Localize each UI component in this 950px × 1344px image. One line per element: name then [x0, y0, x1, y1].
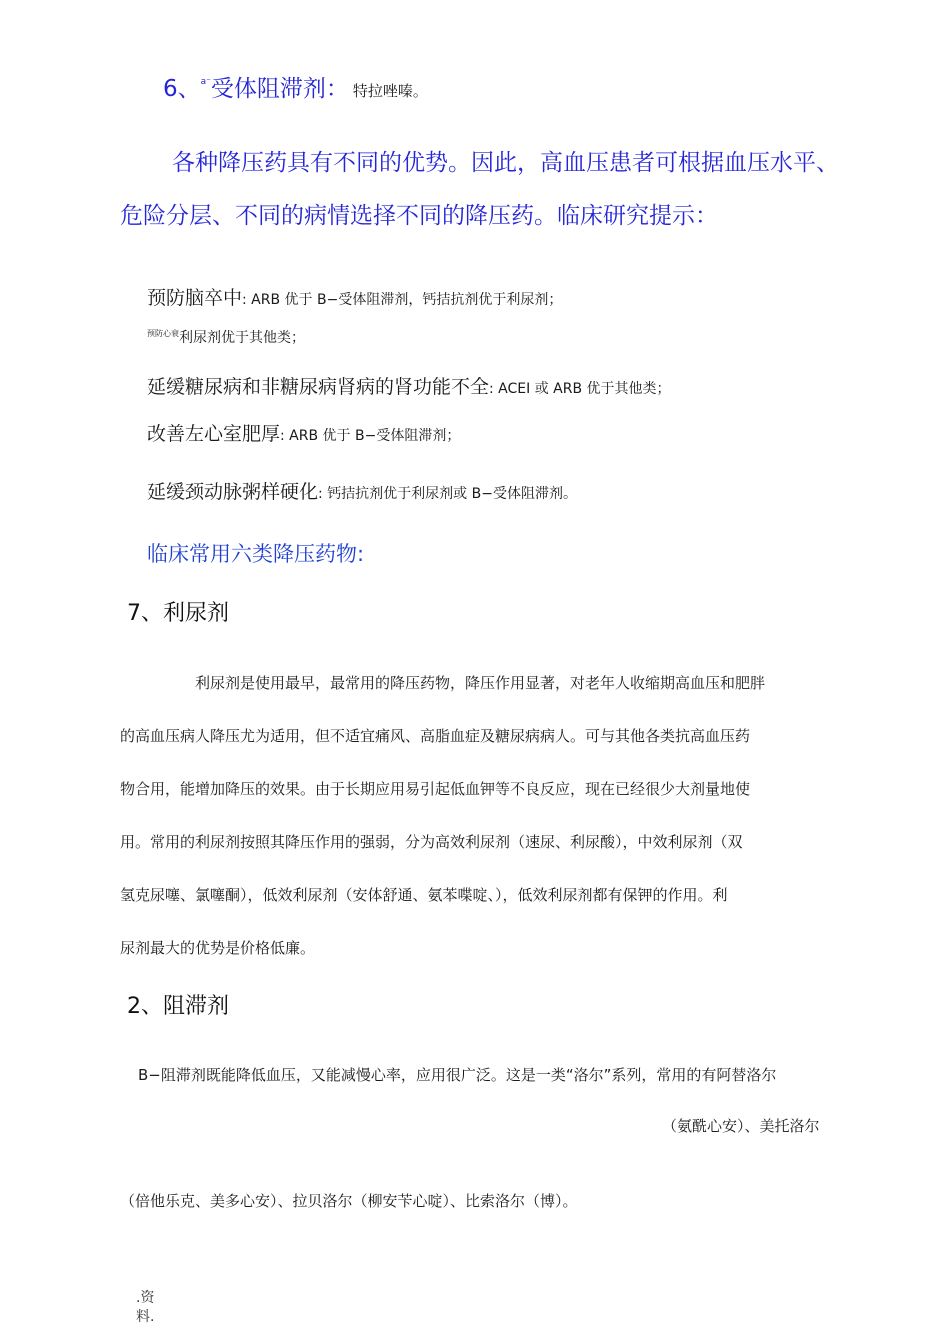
heading-title: 受体阻滞剂：: [210, 76, 349, 102]
paragraph-line: （氨酰心安）、美托洛尔: [662, 1117, 820, 1135]
recommendation-renal: [147, 372, 671, 399]
heading-alpha-blocker: [163, 70, 428, 103]
paragraph-line: B−阻滞剂既能降低血压，又能减慢心率，应用很广泛。这是一类“洛尔”系列，常用的有阿替洛尔: [138, 1066, 777, 1084]
recommendation-label: 延缓颈动脉粥样硬化: [147, 481, 319, 503]
section-title-blockers: 2、阻滞剂: [127, 994, 229, 1019]
recommendation-label: 改善左心室肥厚: [147, 423, 281, 445]
paragraph-line: 利尿剂是使用最早，最常用的降压药物，降压作用显著，对老年人收缩期高血压和肥胖: [195, 674, 766, 692]
paragraph-line: 物合用，能增加降压的效果。由于长期应用易引起低血钾等不良反应，现在已经很少大剂量地使: [120, 780, 751, 798]
heading-superscript: a⁻: [200, 77, 211, 87]
recommendation-heart-failure: [147, 325, 305, 347]
paragraph-line: 氢克尿噻、氯噻酮），低效利尿剂（安体舒通、氨苯喋啶、），低效利尿剂都有保钾的作用。利: [120, 886, 728, 904]
recommendation-value: 利尿剂优于其他类；: [179, 330, 305, 346]
recommendation-carotid: [147, 477, 577, 504]
intro-line-1: 各种降压药具有不同的优势。因此，高血压患者可根据血压水平、: [172, 150, 839, 176]
recommendation-value: : ARB 优于 B−受体阻滞剂；: [280, 428, 461, 444]
recommendation-label: 延缓糖尿病和非糖尿病肾病的肾功能不全: [147, 376, 490, 398]
paragraph-line: 的高血压病人降压尤为适用，但不适宜痛风、高脂血症及糖尿病病人。可与其他各类抗高血压药: [120, 727, 751, 745]
section-title-diuretics: 7、利尿剂: [127, 601, 229, 626]
recommendation-value: : 钙拮抗剂优于利尿剂或 B−受体阻滞剂。: [318, 486, 577, 502]
intro-line-2: 危险分层、不同的病情选择不同的降压药。临床研究提示：: [120, 203, 718, 229]
recommendation-value: : ARB 优于 B−受体阻滞剂，钙拮抗剂优于利尿剂；: [242, 292, 563, 308]
heading-number: 6、: [163, 76, 201, 102]
paragraph-line: 尿剂最大的优势是价格低廉。: [120, 939, 316, 957]
recommendation-label: 预防心衰: [147, 329, 179, 338]
paragraph-line: （倍他乐克、美多心安）、拉贝洛尔（柳安苄心啶）、比索洛尔（博）。: [120, 1192, 578, 1210]
recommendation-label: 预防脑卒中: [147, 287, 243, 309]
subheading: 临床常用六类降压药物:: [147, 542, 365, 566]
paragraph-line: 用。常用的利尿剂按照其降压作用的强弱，分为高效利尿剂（速尿、利尿酸），中效利尿剂（双: [120, 833, 743, 851]
footer-text: 料.: [136, 1309, 155, 1325]
heading-drug: 特拉唑嗪。: [352, 82, 428, 100]
footer-text: .资: [136, 1290, 155, 1306]
recommendation-lvh: [147, 419, 460, 446]
recommendation-stroke: [147, 283, 562, 310]
recommendation-value: : ACEI 或 ARB 优于其他类；: [489, 381, 671, 397]
